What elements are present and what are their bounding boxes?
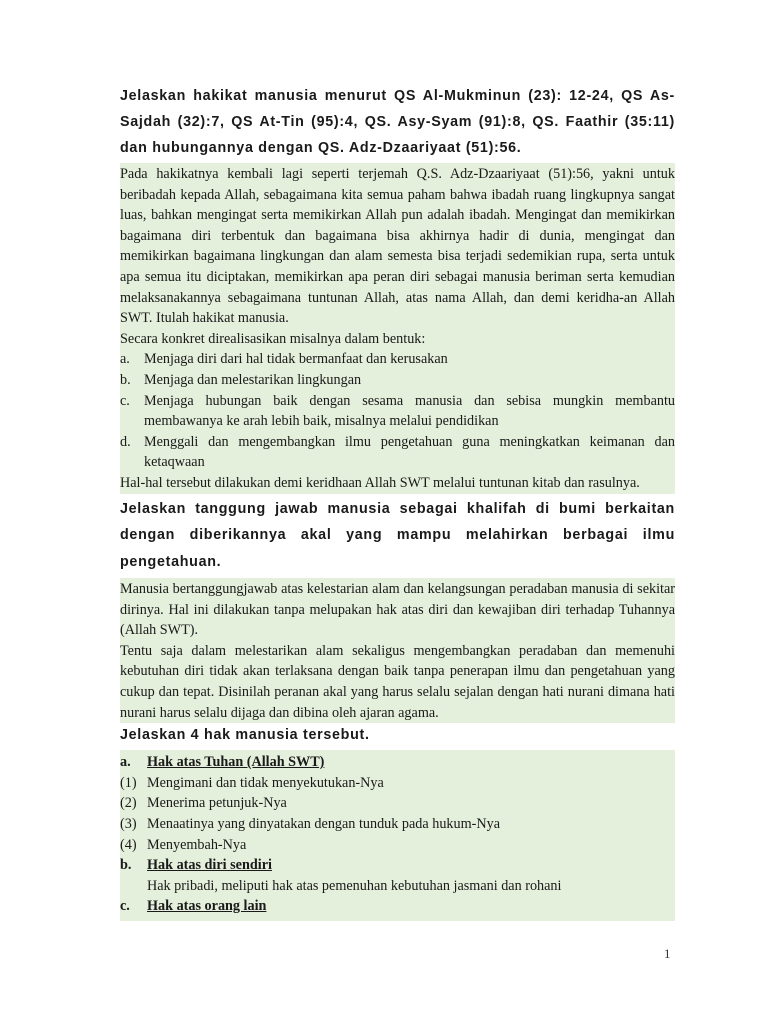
list-item: (4) Menyembah-Nya — [120, 836, 247, 853]
question-1-title: Jelaskan hakikat manusia menurut QS Al-Mukminun (23): 12-24, QS As-Sajdah (32):7, QS At-Tin (95):4, QS. Asy-Syam (91):8, QS. Faathir (35:11) dan hubungannya dengan QS. Adz-Dzaariyaat (51):56. — [120, 88, 675, 156]
answer-2-block — [120, 578, 675, 723]
question-3-title: Jelaskan 4 hak manusia tersebut. — [120, 727, 370, 744]
answer-2-paragraph-2: Tentu saja dalam melestarikan alam sekaligus mengembangkan peradaban dan memenuhi kebutuhan diri tidak akan terlaksana dengan baik tanpa penerapan ilmu dan pengetahuan yang cukup dan tepat. Disinilah peranan akal yang harus selalu sejalan dengan hati nurani dimana hati nurani harus selalu dijaga dan dibina oleh ajaran agama. — [120, 642, 675, 721]
answer-2-paragraph-1: Manusia bertanggungjawab atas kelestarian alam dan kelangsungan peradaban manusia di sekitar dirinya. Hal ini dilakukan tanpa melupakan hak atas diri dan kewajiban diri terhadap Tuhannya (Allah SWT). — [120, 581, 675, 639]
answer-1-intro: Secara konkret direalisasikan misalnya dalam bentuk: — [120, 330, 426, 347]
question-2-title: Jelaskan tanggung jawab manusia sebagai khalifah di bumi berkaitan dengan diberikannya akal yang mampu melahirkan berbagai ilmu pengetahuan. — [120, 500, 675, 570]
list-item: (3) Menaatinya yang dinyatakan dengan tunduk pada hukum-Nya — [120, 815, 501, 832]
list-item: Hak pribadi, meliputi hak atas pemenuhan kebutuhan jasmani dan rohani — [147, 877, 562, 894]
list-item: a. Hak atas Tuhan (Allah SWT) — [120, 752, 675, 773]
section-heading: Hak atas Tuhan (Allah SWT) — [147, 754, 325, 771]
list-item: c. Hak atas orang lain — [120, 896, 675, 917]
answer-1-paragraph: Pada hakikatnya kembali lagi seperti terjemah Q.S. Adz-Dzaariyaat (51):56, yakni untuk beribadah kepada Allah, sebagaimana kita semua paham bahwa ibadah ruang lingkupnya sangat luas, bahkan mengingat serta memikirkan Allah pun adalah ibadah. Mengingat dan memikirkan bagaimana diri terbentuk dan bagaimana bisa akhirnya hadir di dunia, mengingat dan memikirkan bagaimana lingkungan dan alam semesta bisa terjadi sedemikian rupa, serta untuk apa semua itu diciptakan, memikirkan apa peran diri sebagai manusia beriman serta kemudian melaksanakannya sebagaimana tuntunan Allah, atas nama Allah, dan demi keridha-an Allah SWT. Itulah hakikat manusia. — [120, 166, 675, 327]
answer-1-block — [120, 163, 675, 494]
list-item: b. Menjaga dan melestarikan lingkungan — [120, 371, 362, 388]
document-page — [120, 0, 675, 921]
section-heading: Hak atas diri sendiri — [147, 857, 272, 874]
list-item: c. Menjaga hubungan baik dengan sesama manusia dan sebisa mungkin membantu membawanya ke arah lebih baik, misalnya melalui pendidikan — [120, 392, 675, 430]
list-item: a. Menjaga diri dari hal tidak bermanfaat dan kerusakan — [120, 351, 448, 368]
list-item: b. Hak atas diri sendiri — [120, 855, 675, 876]
section-heading: Hak atas orang lain — [147, 898, 267, 915]
answer-1-closing: Hal-hal tersebut dilakukan demi keridhaan Allah SWT melalui tuntunan kitab dan rasulnya. — [120, 474, 640, 491]
answer-3-block — [120, 750, 675, 921]
list-item: d. Menggali dan mengembangkan ilmu pengetahuan guna meningkatkan keimanan dan ketaqwaan — [120, 433, 675, 471]
list-item: (2) Menerima petunjuk-Nya — [120, 795, 287, 812]
page-number: 1 — [664, 946, 671, 961]
list-item: (1) Mengimani dan tidak menyekutukan-Nya — [120, 774, 384, 791]
